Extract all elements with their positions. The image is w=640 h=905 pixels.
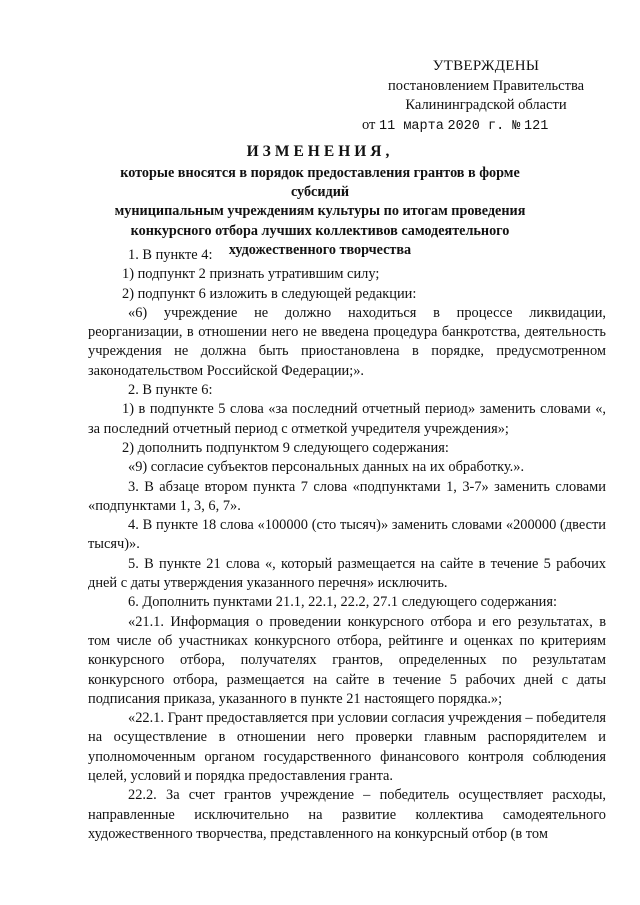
paragraph: «22.1. Грант предоставляется при условии согласия учреждения – победителя на осуществление в отношении него проверки главным распорядителем и уполномоченным органом государственного финансового контроля соблюдения целей, условий и порядка предоставления гранта. [88, 710, 606, 785]
paragraph: 6. Дополнить пунктами 21.1, 22.1, 22.2, 27.1 следующего содержания: [128, 594, 557, 611]
paragraph: 1) подпункт 2 признать утратившим силу; [122, 266, 380, 283]
paragraph: 2) подпункт 6 изложить в следующей редакции: [122, 285, 417, 302]
paragraph: «9) согласие субъектов персональных данных на их обработку.». [128, 459, 525, 476]
title-subtitle-line: муниципальным учреждениям культуры по итогам проведения [114, 203, 526, 220]
title-subtitle-line: которые вносятся в порядок предоставления грантов в форме субсидий [120, 165, 520, 201]
paragraph: 2) дополнить подпунктом 9 следующего содержания: [122, 439, 449, 456]
approval-date: 11 марта [379, 118, 444, 134]
title-main: ИЗМЕНЕНИЯ, [246, 143, 394, 160]
paragraph: «21.1. Информация о проведении конкурсного отбора и его результатах, в том числе об участниках конкурсного отбора, рейтинге и оценках по критериям конкурсного отбора, получателях грантов, определенных по результатам конкурсного отбора, размещается на сайте в течение 5 рабочих дней с даты подписания приказа, указанного в пункте 21 настоящего порядка.»; [88, 613, 606, 707]
paragraph: 3. В абзаце втором пункта 7 слова «подпунктами 1, 3-7» заменить словами «подпунктами 1, 3, 6, 7». [88, 478, 606, 514]
approval-line-2: Калининградской области [405, 97, 567, 113]
document-body [88, 246, 606, 844]
paragraph: 22.2. За счет грантов учреждение – победитель осуществляет расходы, направленные исключительно на развитие коллектива самодеятельного художественного творчества, представленного на конкурсный отбор (в том [88, 787, 606, 842]
title-subtitle-line: конкурсного отбора лучших коллективов самодеятельного [130, 222, 510, 239]
paragraph: 1) в подпункте 5 слова «за последний отчетный период» заменить словами «, за последний отчетный период с отметкой учредителя учреждения»; [88, 401, 606, 437]
paragraph: 4. В пункте 18 слова «100000 (сто тысяч)» заменить словами «200000 (двести тысяч)». [88, 517, 606, 553]
approval-heading: УТВЕРЖДЕНЫ [432, 58, 540, 74]
document-title [90, 140, 550, 260]
paragraph: «6) учреждение не должно находиться в процессе ликвидации, реорганизации, в отношении него не введена процедура банкротства, деятельность учреждения не должна быть приостановлена в порядке, предусмотренном законодательством Российской Федерации;». [88, 304, 606, 379]
approval-stamp [362, 57, 606, 136]
approval-year: 2020 г. № [447, 118, 521, 134]
paragraph: 5. В пункте 21 слова «, который размещается на сайте в течение 5 рабочих дней с даты утверждения указанного перечня» исключить. [88, 555, 606, 592]
paragraph: 1. В пункте 4: [128, 247, 213, 263]
paragraph: 2. В пункте 6: [128, 382, 213, 399]
approval-number: 121 [524, 118, 549, 134]
approval-line-1: постановлением Правительства [387, 77, 585, 94]
approval-date-line [362, 116, 606, 137]
approval-date-prefix: от [362, 116, 376, 133]
title-subtitle-line: художественного творчества [228, 241, 412, 258]
